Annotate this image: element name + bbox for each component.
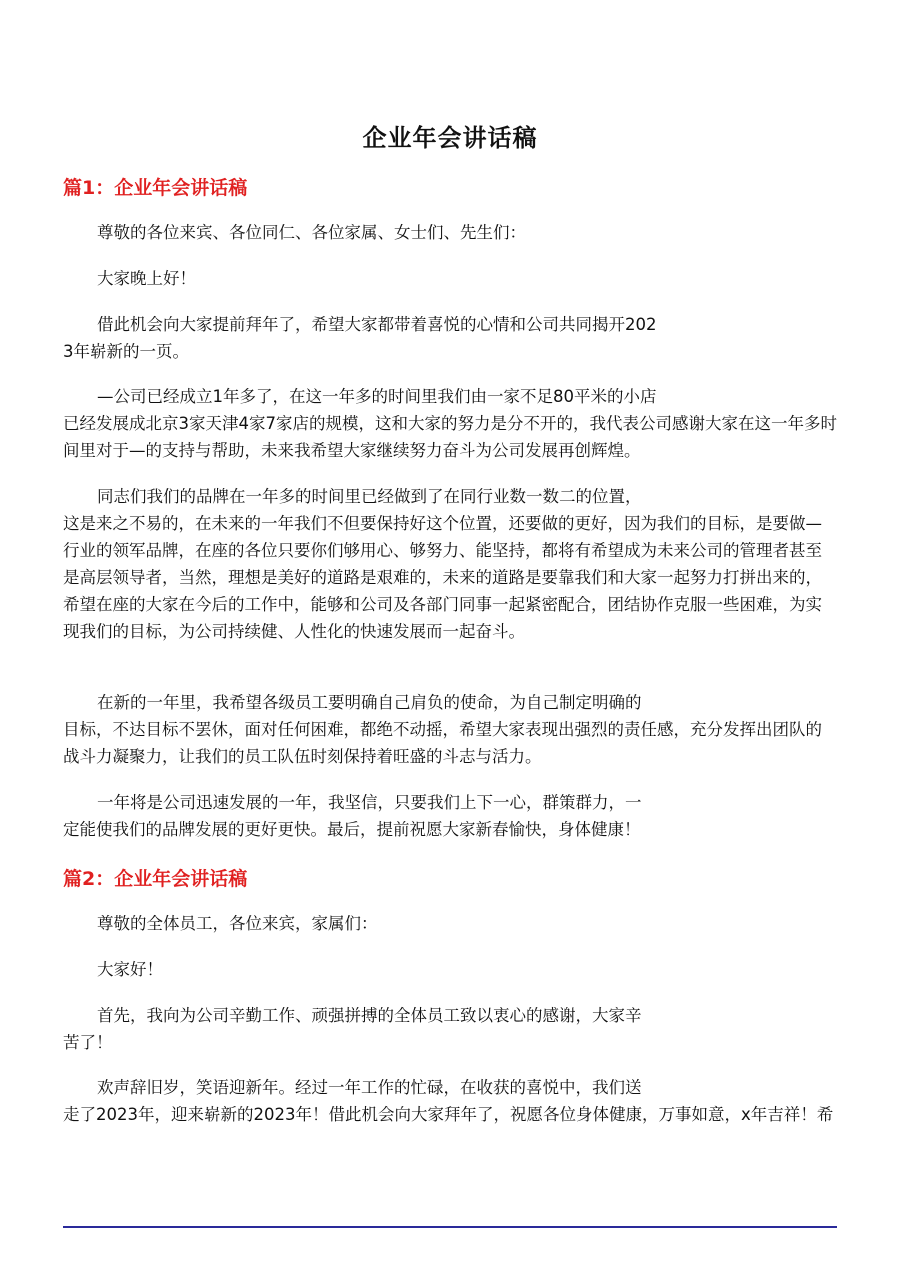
section-1-paragraph-2: 大家晚上好！ <box>97 269 196 288</box>
section-1-paragraph-1: 尊敬的各位来宾、各位同仁、各位家属、女士们、先生们： <box>97 223 526 242</box>
page-title: 企业年会讲话稿 <box>362 124 538 152</box>
section-1-paragraph-7: 一年将是公司迅速发展的一年，我坚信，只要我们上下一心，群策群力，一 定能使我们的品牌发展的更好更快。最后，提前祝愿大家新春愉快，身体健康！ <box>63 793 642 839</box>
section-1-paragraph-3: 借此机会向大家提前拜年了，希望大家都带着喜悦的心情和公司共同揭开202 3年崭新的一页。 <box>63 315 657 361</box>
section-2-paragraph-1: 尊敬的全体员工，各位来宾，家属们： <box>97 914 378 933</box>
section-1-paragraph-4: —公司已经成立1年多了，在这一年多的时间里我们由一家不足80平米的小店 已经发展成北京3家天津4家7家店的规模，这和大家的努力是分不开的，我代表公司感谢大家在这一年多时间里对于—的支持与帮助，未来我希望大家继续努力奋斗为公司发展再创辉煌。 <box>63 387 837 460</box>
section-1-paragraph-6: 在新的一年里，我希望各级员工要明确自己肩负的使命，为自己制定明确的 目标，不达目标不罢休，面对任何困难，都绝不动摇，希望大家表现出强烈的责任感，充分发挥出团队的战斗力凝聚力，让我们的员工队伍时刻保持着旺盛的斗志与活力。 <box>63 693 822 766</box>
section-1-heading: 篇1：企业年会讲话稿 <box>63 177 248 199</box>
section-2-paragraph-2: 大家好！ <box>97 960 163 979</box>
footer-divider <box>63 1226 837 1228</box>
section-2-paragraph-3: 首先，我向为公司辛勤工作、顽强拼搏的全体员工致以衷心的感谢，大家辛 苦了！ <box>63 1006 642 1052</box>
section-2-paragraph-4: 欢声辞旧岁，笑语迎新年。经过一年工作的忙碌，在收获的喜悦中，我们送 走了2023年，迎来崭新的2023年！借此机会向大家拜年了，祝愿各位身体健康，万事如意，x年吉祥！希 <box>63 1078 834 1124</box>
section-2-heading: 篇2：企业年会讲话稿 <box>63 868 248 890</box>
section-1-paragraph-5: 同志们我们的品牌在一年多的时间里已经做到了在同行业数一数二的位置， 这是来之不易的，在未来的一年我们不但要保持好这个位置，还要做的更好，因为我们的目标，是要做—行业的领军品牌，在座的各位只要你们够用心、够努力、能坚持，都将有希望成为未来公司的管理者甚至是高层领导者，当然，理想是美好的道路是艰难的，未来的道路是要靠我们和大家一起努力打拼出来的，希望在座的大家在今后的工作中，能够和公司及各部门同事一起紧密配合，团结协作克服一些困难，为实现我们的目标，为公司持续健、人性化的快速发展而一起奋斗。 <box>63 487 822 641</box>
